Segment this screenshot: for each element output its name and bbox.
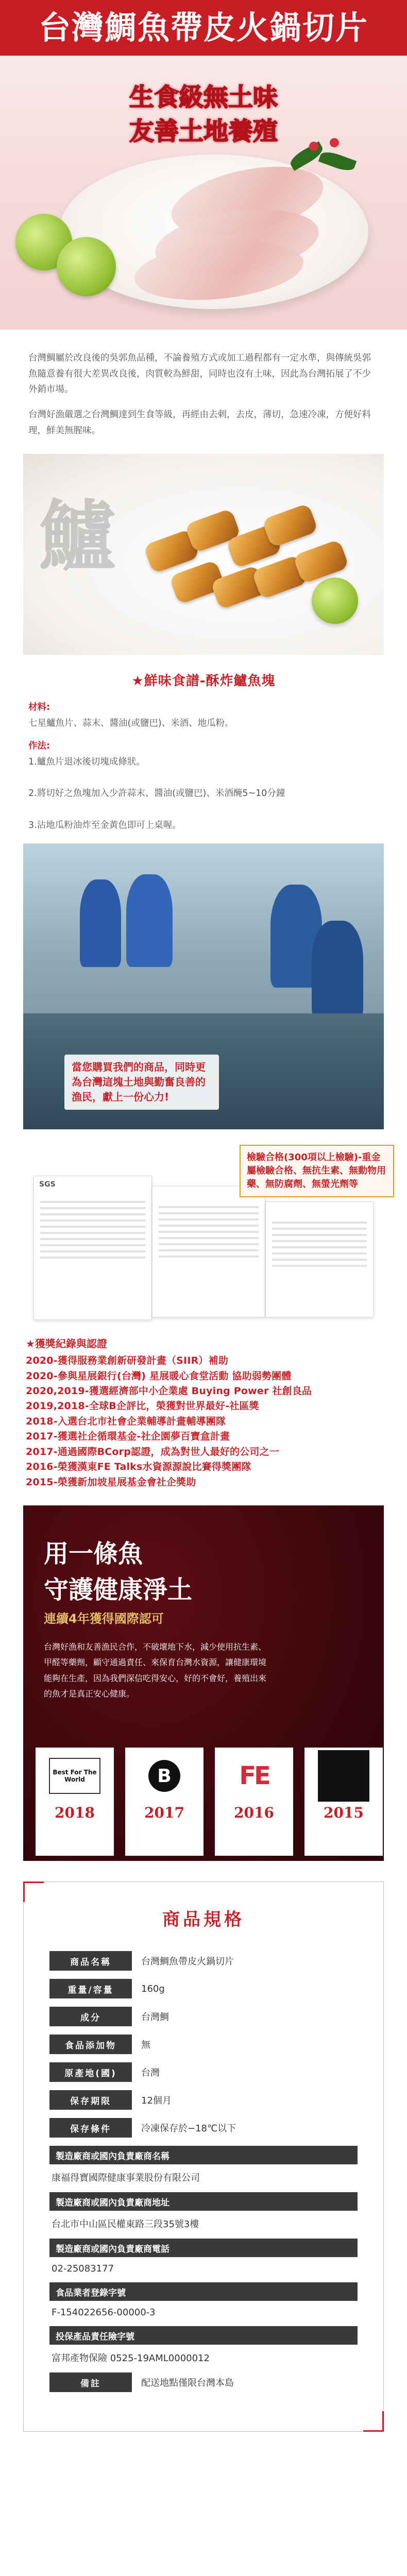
fisherman-figure bbox=[126, 874, 173, 967]
hero-subtitle-2: 友善土地養殖 bbox=[129, 117, 278, 146]
spec-section bbox=[23, 1882, 384, 2432]
hero-section bbox=[0, 0, 407, 330]
spec-key: 食品添加物 bbox=[49, 2035, 132, 2054]
spec-value: 無 bbox=[141, 2040, 150, 2051]
spec-value: 160g bbox=[141, 1983, 165, 1994]
lime-image bbox=[57, 237, 116, 296]
sgs-logo: SGS bbox=[39, 1180, 56, 1189]
spec-wide-key: 製造廠商或國內負責廠商名稱 bbox=[49, 2146, 358, 2164]
award-year: 2018 bbox=[55, 1804, 95, 1822]
spec-wide-value: 富邦產物保險 0525-19AML0000012 bbox=[52, 2353, 210, 2364]
intro-section bbox=[0, 330, 407, 438]
calligraphy-watermark: 鱸 bbox=[39, 492, 116, 583]
spec-key: 商品名稱 bbox=[49, 1951, 132, 1971]
award-item: 2017-通過國際BCorp認證，成為對世人最好的公司之一 bbox=[26, 1446, 280, 1458]
award-item: 2020-參與星展銀行(台灣) 星展暖心食堂活動 協助弱勢團體 bbox=[26, 1370, 292, 1382]
bcorp-logo: B bbox=[148, 1760, 180, 1792]
fisherman-figure bbox=[312, 921, 363, 1019]
award-year: 2016 bbox=[234, 1804, 274, 1822]
spec-value: 配送地點僅限台灣本島 bbox=[141, 2378, 234, 2389]
spec-row bbox=[49, 2090, 358, 2110]
award-year: 2017 bbox=[144, 1804, 184, 1822]
intro-paragraph-1: 台灣鯛屬於改良後的吳郭魚品種，不論養殖方式或加工過程都有一定水準，與傳統吳郭魚隨意養有很大差異改良後，肉質較為鮮甜，同時也沒有土味，因此為台灣拓展了不少外銷市場。 bbox=[28, 353, 371, 395]
certificate-document bbox=[265, 1201, 374, 1317]
certificate-document bbox=[152, 1186, 265, 1317]
hero-title: 台灣鯛魚帶皮火鍋切片 bbox=[0, 0, 407, 56]
spec-title: 商品規格 bbox=[162, 1909, 245, 1930]
inspection-note: 檢驗合格(300項以上檢驗)-重金屬檢驗合格、無抗生素、無動物用藥、無防腐劑、無螢光劑等 bbox=[240, 1145, 394, 1197]
hero-subtitle-1: 生食級無土味 bbox=[129, 83, 278, 112]
award-item: 2018-入選台北市社會企業輔導計畫輔導團隊 bbox=[26, 1415, 226, 1427]
fe-talks-logo: FE bbox=[239, 1761, 269, 1791]
fishermen-callout: 當您購買我們的商品，同時更為台灣這塊土地與勤奮良善的漁民，獻上一份心力! bbox=[64, 1055, 219, 1110]
spec-key: 重量/容量 bbox=[49, 1979, 132, 1998]
spec-row bbox=[49, 2007, 358, 2026]
spec-row bbox=[49, 1951, 358, 1971]
award-year: 2015 bbox=[324, 1804, 364, 1822]
spec-value: 台灣鯛 bbox=[141, 2012, 169, 2023]
recipe-title: ★鮮味食譜-酥炸鱸魚塊 bbox=[131, 673, 276, 689]
spec-key: 保存期限 bbox=[49, 2090, 132, 2110]
spec-wide-key: 製造廠商或國內負責廠商地址 bbox=[49, 2192, 358, 2211]
spec-key: 原產地(國) bbox=[49, 2062, 132, 2082]
spec-value: 台灣鯛魚帶皮火鍋切片 bbox=[141, 1956, 234, 1968]
flower-image bbox=[309, 142, 318, 151]
spec-wide-key: 食品業者登錄字號 bbox=[49, 2282, 358, 2301]
award-item: 2016-榮獲漢東FE Talks水資源源說比賽得獎團隊 bbox=[26, 1461, 251, 1473]
award-card-2015 bbox=[304, 1748, 383, 1856]
certificates-section bbox=[23, 1145, 384, 1320]
spec-row bbox=[49, 2372, 358, 2392]
banner-subtitle: 連續4年獲得國際認可 bbox=[44, 1612, 164, 1626]
award-item: 2017-獲選社企循環基金-社企園夢百寶盒計畫 bbox=[26, 1431, 230, 1443]
materials-label: 材料: bbox=[28, 702, 50, 713]
fried-fish-piece bbox=[262, 503, 318, 548]
spec-wide-key: 製造廠商或國內負責廠商電話 bbox=[49, 2239, 358, 2257]
recipe-step-3: 3.沾地瓜粉油炸至金黃色即可上桌喔。 bbox=[28, 820, 181, 831]
fried-fish-photo bbox=[23, 454, 384, 655]
esg-banner bbox=[23, 1505, 384, 1861]
certificate-document bbox=[33, 1176, 152, 1320]
banner-title-1: 用一條魚 bbox=[44, 1539, 143, 1569]
best-for-world-logo: Best For The World bbox=[49, 1758, 100, 1794]
lime-image bbox=[312, 578, 358, 624]
spec-key: 成分 bbox=[49, 2007, 132, 2026]
flower-image bbox=[330, 138, 339, 147]
fisherman-figure bbox=[80, 879, 121, 967]
spec-key: 保存條件 bbox=[49, 2118, 132, 2138]
recipe-section bbox=[0, 689, 407, 833]
award-item: 2015-榮獲新加坡星展基金會社企獎助 bbox=[26, 1476, 196, 1488]
leaf-image bbox=[318, 149, 357, 174]
spec-value: 冷凍保存於−18℃以下 bbox=[141, 2123, 236, 2134]
recipe-step-2: 2.將切好之魚塊加入少許蒜末、醬油(或鹽巴)、米酒醃5~10分鐘 bbox=[28, 788, 285, 799]
awards-section bbox=[0, 1320, 407, 1490]
fishermen-photo bbox=[23, 843, 384, 1129]
spec-value: 台灣 bbox=[141, 2067, 160, 2079]
award-card-2016 bbox=[215, 1748, 293, 1856]
awards-title: ★獲獎紀錄與認證 bbox=[26, 1337, 107, 1350]
banner-title-2: 守護健康淨土 bbox=[44, 1575, 193, 1605]
spec-row bbox=[49, 2035, 358, 2054]
method-label: 作法: bbox=[28, 741, 50, 752]
recipe-step-1: 1.鱸魚片退冰後切塊成條狀。 bbox=[28, 757, 145, 767]
spec-wide-value: F-154022656-00000-3 bbox=[52, 2307, 156, 2318]
materials-text: 七星鱸魚片、蒜末、醬油(或鹽巴)、米酒、地瓜粉。 bbox=[28, 718, 234, 728]
spec-wide-value: 02-25083177 bbox=[52, 2263, 114, 2275]
spec-value: 12個月 bbox=[141, 2095, 172, 2107]
award-item: 2020-獲得服務業創新研發計畫（SIIR）補助 bbox=[26, 1355, 229, 1367]
award-item: 2019,2018-全球B企評比，榮獲對世界最好-社區獎 bbox=[26, 1400, 259, 1412]
spec-key: 備註 bbox=[49, 2372, 132, 2392]
intro-paragraph-2: 台灣好漁嚴選之台灣鯛達到生食等級，再經由去刺，去皮，薄切，急速冷凍，方便好料理，鮮美無腥味。 bbox=[28, 409, 371, 436]
spec-wide-value: 台北市中山區民權東路三段35號3樓 bbox=[52, 2219, 199, 2230]
spec-row bbox=[49, 2062, 358, 2082]
dbs-foundation-logo bbox=[318, 1750, 369, 1802]
spec-row bbox=[49, 2118, 358, 2138]
fried-fish-piece bbox=[293, 539, 349, 584]
award-card-2018 bbox=[36, 1748, 114, 1856]
award-item: 2020,2019-獲選經濟部中小企業處 Buying Power 社創良品 bbox=[26, 1385, 312, 1397]
corner-decoration bbox=[363, 2411, 384, 2432]
spec-wide-value: 康福得寶國際健康事業股份有限公司 bbox=[52, 2173, 200, 2184]
award-card-2017 bbox=[125, 1748, 204, 1856]
spec-wide-key: 投保產品責任險字號 bbox=[49, 2326, 358, 2345]
banner-paragraph: 台灣好漁和友善漁民合作，不破壞地下水，減少使用抗生素、甲醛等藥劑，顧守通過責任、來保育台灣水資源，讓健康環境能夠在生產，因為我們深信吃得安心，好的不會好，養殖出來的魚才是真正安心健康。 bbox=[44, 1642, 267, 1699]
spec-row bbox=[49, 1979, 358, 1998]
corner-decoration bbox=[23, 1882, 44, 1902]
